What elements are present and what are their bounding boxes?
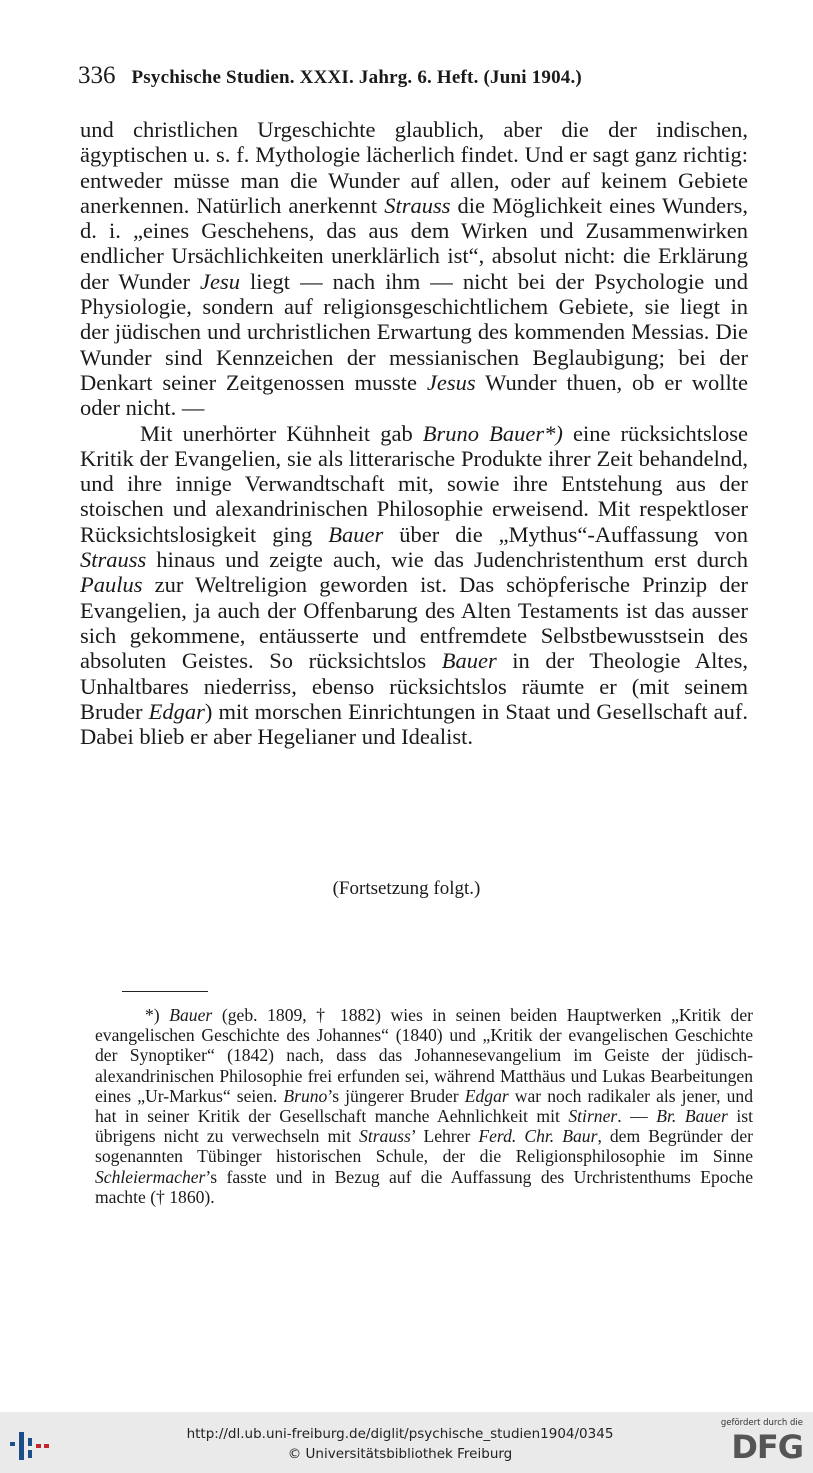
- italic-name: Bruno Bauer*): [422, 420, 563, 446]
- main-text: [80, 117, 748, 749]
- italic-name: Ferd. Chr. Baur: [478, 1126, 598, 1147]
- page-header: [78, 62, 748, 90]
- digilit-logo-icon: [8, 1424, 52, 1466]
- text-run: ist übrigens nicht zu verwechseln mit: [95, 1106, 753, 1147]
- text-run: hinaus und zeigte auch, wie das Judenchristenthum erst durch: [146, 547, 748, 573]
- dfg-logo: DFG: [731, 1428, 803, 1466]
- italic-name: Bauer: [328, 521, 384, 547]
- italic-name: Stirner: [568, 1106, 618, 1127]
- footer-source: [120, 1424, 680, 1464]
- footnote: [95, 1005, 753, 1207]
- italic-name: Jesu: [200, 268, 240, 294]
- italic-name: Schleiermacher: [95, 1166, 206, 1187]
- text-run: die Möglichkeit eines Wunders, d. i. „eines Geschehens, das aus dem Wirken und Zusammenwirken endlicher Ursächlichkeiten unerklärlich ist“, absolut nicht: die Erklärung der Wunder: [80, 192, 748, 294]
- italic-name: Bauer: [169, 1005, 213, 1025]
- italic-name: Strauss: [80, 547, 147, 573]
- text-run: zur Weltreligion geworden ist. Das schöpferische Prinzip der Evangelien, ja auch der Offenbarung des Alten Testaments ist das ausser sich gekommene, entäusserte und entfremdete Selbstbewusstsein des absoluten Geistes. So rücksichtslos: [80, 572, 748, 674]
- text-run: Wunder thuen, ob er wollte oder nicht. —: [80, 369, 748, 421]
- italic-name: Br. Bauer: [656, 1106, 728, 1127]
- text-run: ’s jüngerer Bruder: [327, 1085, 465, 1106]
- digitization-footer: [0, 1412, 813, 1473]
- paragraph-1: [80, 117, 748, 421]
- italic-name: Edgar: [148, 698, 205, 724]
- text-run: über die „Mythus“-Auffassung von: [383, 521, 748, 547]
- text-run: (geb. 1809, † 1882) wies in seinen beiden Hauptwerken „Kritik der evangelischen Geschichte des Johannes“ (1840) und „Kritik der evangelischen Geschichte der Synoptiker“ (1842) nach, dass das Johannesevangelium im Geiste der jüdisch-alexandrinischen Philosophie frei erfunden sei, während Matthäus und Lukas Bearbeitungen eines „Ur-Markus“ seien.: [95, 1005, 753, 1106]
- italic-name: Jesus: [426, 369, 476, 395]
- continuation-note: (Fortsetzung folgt.): [332, 878, 481, 899]
- page-number: 336: [78, 62, 116, 89]
- text-run: in der Theologie Altes, Unhaltbares niederriss, ebenso rücksichtslos räumte er (mit seinem Bruder: [80, 648, 748, 724]
- text-run: und christlichen Urgeschichte glaublich, aber die der indischen, ägyptischen u. s. f. Mythologie lächerlich findet. Und er sagt ganz richtig: entweder müsse man die Wunder auf allen, oder auf keinem Gebiete anerkennen. Natürlich anerkennt: [80, 117, 748, 218]
- italic-name: Paulus: [80, 572, 143, 598]
- dfg-caption: gefördert durch die: [720, 1418, 803, 1428]
- italic-name: Bauer: [441, 648, 497, 674]
- footnote-marker: *): [145, 1005, 170, 1025]
- text-run: Mit unerhörter Kühnheit gab: [140, 420, 423, 446]
- running-head: Psychische Studien. XXXI. Jahrg. 6. Heft. (Juni 1904.): [131, 67, 582, 88]
- footnote-paragraph: [95, 1005, 753, 1207]
- source-url[interactable]: http://dl.ub.uni-freiburg.de/diglit/psychische_studien1904/0345: [186, 1426, 614, 1442]
- dfg-badge: [711, 1418, 803, 1466]
- text-run: ) mit morschen Einrichtungen in Staat und Gesellschaft auf. Dabei blieb er aber Hegelianer und Idealist.: [80, 698, 749, 750]
- text-run: eine rücksichtslose Kritik der Evangelien, sie als litterarische Produkte ihrer Zeit behandelnd, und ihre innige Verwandtschaft mit, sowie ihre Entstehung aus der stoischen und alexandrinischen Philosophie erweisend. Mit respektloser Rücksichtslosigkeit ging: [80, 420, 749, 547]
- text-run: ’ Lehrer: [410, 1126, 479, 1147]
- text-run: . —: [617, 1106, 657, 1127]
- italic-name: Edgar: [464, 1085, 509, 1106]
- footnote-rule: [122, 991, 208, 992]
- text-run: ’s fasste und in Bezug auf die Auffassung des Urchristenthums Epoche machte († 1860).: [95, 1166, 753, 1207]
- text-run: liegt — nach ihm — nicht bei der Psychologie und Physiologie, sondern auf religionsgeschichtlichem Gebiete, sie liegt in der jüdischen und urchristlichen Erwartung des kommenden Messias. Die Wunder sind Kennzeichen der messianischen Beglaubigung; bei der Denkart seiner Zeitgenossen musste: [80, 268, 749, 395]
- italic-name: Bruno: [283, 1085, 328, 1106]
- text-run: war noch radikaler als jener, und hat in seiner Kritik der Gesellschaft manche Aehnlichkeit mit: [95, 1085, 753, 1127]
- italic-name: Strauss: [359, 1126, 411, 1147]
- paragraph-2: [80, 421, 748, 750]
- italic-name: Strauss: [384, 192, 451, 218]
- copyright-notice: © Universitätsbibliothek Freiburg: [287, 1446, 513, 1462]
- text-run: , dem Begründer der sogenannten Tübinger historischen Schule, der die Religionsphilosophie im Sinne: [95, 1126, 753, 1167]
